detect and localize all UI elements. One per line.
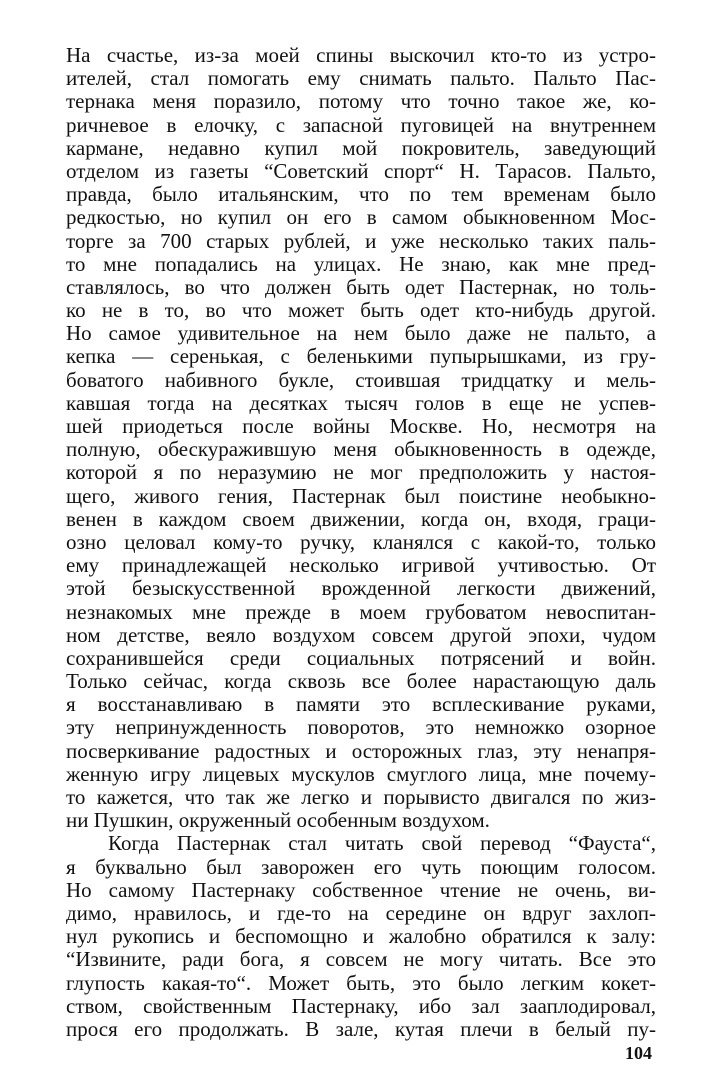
text-line: полную, обескуражившую меня обыкновенность в одежде, bbox=[66, 438, 656, 462]
text-line: димо, нравилось, и где-то на середине он вдруг захлоп- bbox=[66, 901, 656, 925]
text-line: шей приодеться после войны Москве. Но, несмотря на bbox=[66, 415, 656, 438]
text-line: редкостью, но купил он его в самом обыкновенном Мос- bbox=[66, 206, 656, 230]
text-line: ему принадлежащей несколько игривой учтивостью. От bbox=[66, 554, 656, 578]
text-line: кавшая тогда на десятках тысяч голов в еще не успев- bbox=[66, 391, 656, 415]
text-line: ителей, стал помогать ему снимать пальто. Пальто Пас- bbox=[66, 67, 656, 91]
text-line: то кажется, что так же легко и порывисто двигался по жиз- bbox=[66, 786, 656, 809]
text-line: ством, свойственным Пастернаку, ибо зал зааплодировал, bbox=[66, 994, 656, 1018]
text-line: венен в каждом своем движении, когда он, входя, граци- bbox=[66, 507, 656, 531]
page-number: 104 bbox=[625, 1043, 652, 1063]
text-line: я восстанавливаю в памяти это всплескивание руками, bbox=[66, 693, 656, 717]
text-line: щего, живого гения, Пастернак был поистине необыкно- bbox=[66, 484, 656, 508]
text-line: кепка — серенькая, с беленькими пупырышками, из гру- bbox=[66, 345, 656, 369]
text-line: На счастье, из-за моей спины выскочил кто-то из устро- bbox=[66, 44, 656, 67]
text-line: ном детстве, веяло воздухом совсем другой эпохи, чудом bbox=[66, 623, 656, 647]
text-line: ставлялось, во что должен быть одет Пастернак, но толь- bbox=[66, 275, 656, 299]
text-line: озно целовал кому-то ручку, кланялся с какой-то, только bbox=[66, 530, 656, 554]
text-line: ричневое в елочку, с запасной пуговицей на внутреннем bbox=[66, 113, 656, 137]
text-line: ни Пушкин, окруженный особенным воздухом. bbox=[66, 809, 490, 833]
text-line: посверкивание радостных и осторожных глаз, эту ненапря- bbox=[66, 739, 656, 763]
text-line: которой я по неразумию не мог предположить у настоя- bbox=[66, 461, 656, 485]
text-line: ко не в то, во что может быть одет кто-нибудь другой. bbox=[66, 299, 656, 323]
text-line: то мне попадались на улицах. Не знаю, как мне пред- bbox=[66, 252, 656, 276]
text-line: прося его продолжать. В зале, кутая плечи в белый пу- bbox=[66, 1017, 656, 1041]
text-line: глупость какая-то“. Может быть, это было легким кокет- bbox=[66, 971, 656, 995]
text-line: незнакомых мне прежде в моем грубоватом невоспитан- bbox=[66, 600, 656, 624]
text-line: боватого набивного букле, стоившая тридцатку и мель- bbox=[66, 368, 656, 392]
text-line: Но самое удивительное на нем было даже не пальто, а bbox=[66, 322, 656, 346]
text-line: я буквально был заворожен его чуть поющим голосом. bbox=[66, 855, 656, 879]
text-line: Только сейчас, когда сквозь все более нарастающую даль bbox=[66, 670, 656, 694]
text-line: торге за 700 старых рублей, и уже несколько таких паль- bbox=[66, 229, 656, 253]
text-line: нул рукопись и беспомощно и жалобно обратился к залу: bbox=[66, 925, 656, 949]
text-line: эту непринужденность поворотов, это немножко озорное bbox=[66, 716, 656, 740]
text-line: Когда Пастернак стал читать свой перевод “Фауста“, bbox=[108, 832, 656, 856]
text-line: “Извините, ради бога, я совсем не могу читать. Все это bbox=[66, 948, 656, 972]
text-line: женную игру лицевых мускулов смуглого лица, мне почему- bbox=[66, 762, 656, 786]
text-line: Но самому Пастернаку собственное чтение не очень, ви- bbox=[66, 878, 656, 902]
text-line: этой безыскусственной врожденной легкости движений, bbox=[66, 577, 656, 601]
text-line: кармане, недавно купил мой покровитель, заведующий bbox=[66, 136, 656, 160]
body-text bbox=[66, 44, 656, 1041]
text-line: правда, было итальянским, что по тем временам было bbox=[66, 183, 656, 207]
text-line: сохранившейся среди социальных потрясений и войн. bbox=[66, 646, 656, 670]
text-line: тернака меня поразило, потому что точно такое же, ко- bbox=[66, 90, 656, 114]
text-line: отделом из газеты “Советский спорт“ Н. Тарасов. Пальто, bbox=[66, 159, 656, 183]
